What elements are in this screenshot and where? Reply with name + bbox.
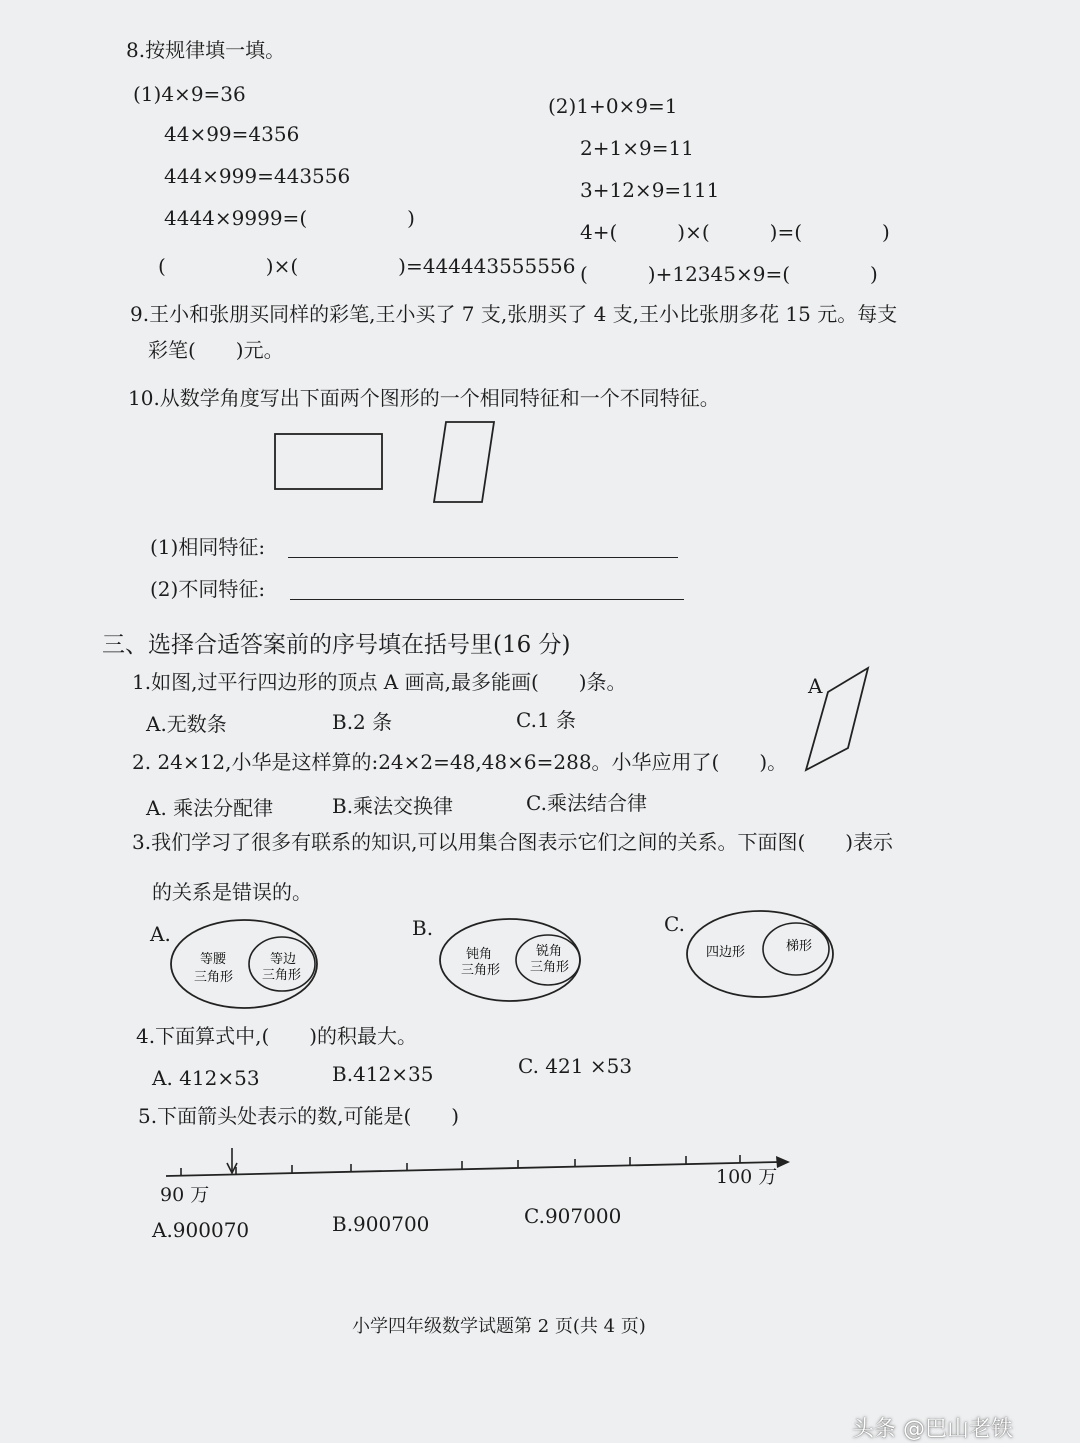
q8-p1-line2: 44×99=4356 (164, 122, 300, 146)
s3-q3-line2: 的关系是错误的。 (152, 880, 312, 904)
q8-p2-line4: 4+( )×( )=( ) (580, 220, 890, 244)
venn-b-outer-text-1: 钝角 (466, 947, 493, 962)
s3-q3-label-a: A. (150, 922, 171, 946)
venn-b-inner-text-2: 三角形 (530, 960, 570, 975)
s3-q4-option-b: B.412×35 (332, 1062, 434, 1086)
q10-same-label: (1)相同特征: (150, 535, 266, 559)
s3-q5-text: 5.下面箭头处表示的数,可能是( ) (138, 1104, 460, 1128)
s3-q2-option-b: B.乘法交换律 (332, 794, 454, 818)
number-line-arrowhead (776, 1156, 790, 1168)
s3-q3-label-b: B. (412, 916, 434, 940)
venn-c-outer-text: 四边形 (706, 945, 746, 960)
s3-q3-label-c: C. (664, 912, 685, 936)
s3-q5-option-a: A.900070 (152, 1218, 250, 1242)
s3-q4-text: 4.下面算式中,( )的积最大。 (136, 1024, 418, 1048)
s3-q2-text: 2. 24×12,小华是这样算的:24×2=48,48×6=288。小华应用了( )。 (132, 750, 788, 774)
s3-q1-option-c: C.1 条 (516, 708, 577, 732)
q10-diff-label: (2)不同特征: (150, 577, 266, 601)
q10-title: 10.从数学角度写出下面两个图形的一个相同特征和一个不同特征。 (128, 386, 720, 410)
vertex-a-label: A (808, 674, 823, 698)
s3-q4-option-c: C. 421 ×53 (518, 1054, 633, 1078)
q9-line2: 彩笔( )元。 (148, 338, 284, 362)
s3-q1-option-b: B.2 条 (332, 710, 393, 734)
q8-p1-line4: 4444×9999=( ) (164, 206, 415, 230)
s3-q5-option-c: C.907000 (524, 1204, 622, 1228)
q8-p2-line1: (2)1+0×9=1 (548, 94, 678, 118)
q8-p2-line3: 3+12×9=111 (580, 178, 720, 202)
venn-a-outer-text-2: 三角形 (194, 970, 234, 985)
q8-p1-line5: ( )×( )=444443555556 (158, 254, 576, 278)
watermark-text: 头条 @巴山老铁 (852, 1417, 1013, 1442)
s3-q4-option-a: A. 412×53 (152, 1066, 260, 1090)
s3-q1-option-a: A.无数条 (146, 712, 227, 736)
page-footer: 小学四年级数学试题第 2 页(共 4 页) (352, 1316, 646, 1337)
number-line-left-label: 90 万 (160, 1184, 210, 1206)
section3-title: 三、选择合适答案前的序号填在括号里(16 分) (102, 632, 571, 658)
number-line-right-label: 100 万 (716, 1166, 778, 1188)
q8-p2-line5: ( )+12345×9=( ) (580, 262, 878, 286)
venn-b-outer-text-2: 三角形 (461, 963, 501, 978)
s3-q2-option-a: A. 乘法分配律 (146, 796, 274, 820)
q8-p1-line1: (1)4×9=36 (133, 82, 246, 106)
venn-b-inner-text-1: 锐角 (536, 944, 563, 959)
q8-p2-line2: 2+1×9=11 (580, 136, 694, 160)
venn-a-inner-text-2: 三角形 (262, 968, 302, 983)
venn-a-inner-text-1: 等边 (270, 952, 297, 967)
q8-title: 8.按规律填一填。 (126, 38, 286, 62)
s3-q3-line1: 3.我们学习了很多有联系的知识,可以用集合图表示它们之间的关系。下面图( )表示 (132, 830, 894, 854)
venn-a-outer-text-1: 等腰 (200, 952, 227, 967)
q8-p1-line3: 444×999=443556 (164, 164, 351, 188)
venn-c-inner-text: 梯形 (786, 939, 813, 954)
s3-q2-option-c: C.乘法结合律 (526, 791, 647, 815)
q9-line1: 9.王小和张朋买同样的彩笔,王小买了 7 支,张朋买了 4 支,王小比张朋多花 15 元。每支 (130, 302, 898, 326)
s3-q5-option-b: B.900700 (332, 1212, 430, 1236)
s3-q1-text: 1.如图,过平行四边形的顶点 A 画高,最多能画( )条。 (132, 670, 627, 694)
